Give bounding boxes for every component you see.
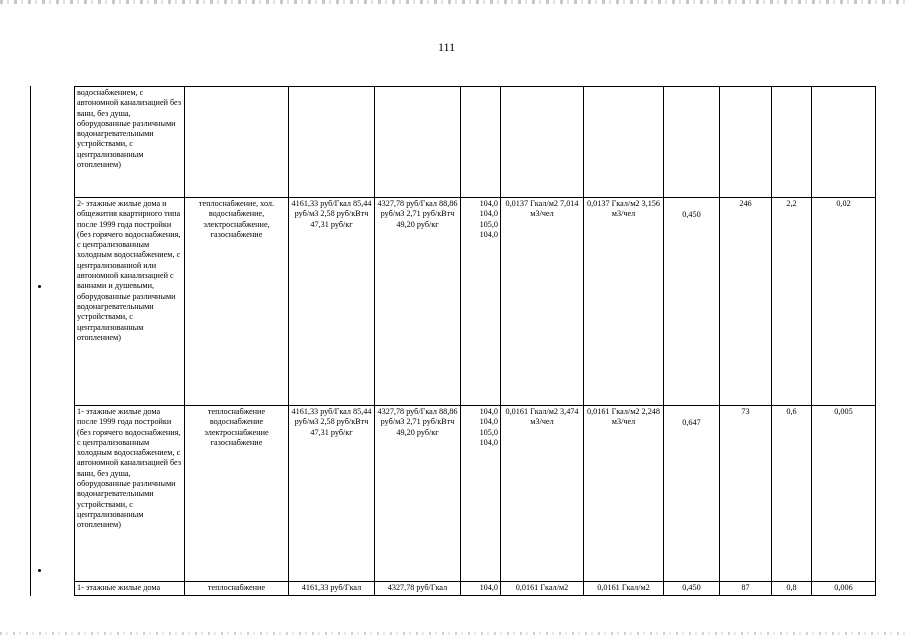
left-margin-rule — [30, 86, 31, 596]
norm-a-cell: 0,0161 Гкал/м2 — [501, 582, 584, 596]
norm-b-cell: 0,0161 Гкал/м2 2,248 м3/чел — [584, 406, 664, 582]
index-cell — [461, 87, 501, 198]
category-cell: 2- этажные жилые дома и общежития квартирного типа после 1999 года постройки (без горячего водоснабжения, с централизованным холодным водоснабжением, с централизованной или автономной канализацией с ваннами и душевыми, оборудованные различными водонагревательными устройствами, с централизованным отоплением) — [75, 198, 185, 406]
table-row — [75, 87, 876, 198]
c11-cell: 0,006 — [812, 582, 876, 596]
tariff-2015-cell: 4327,78 руб/Гкал 88,86 руб/м3 2,71 руб/кВтч 49,20 руб/кг — [375, 198, 461, 406]
services-cell — [185, 87, 289, 198]
services-cell: теплоснабжение водоснабжение электроснабжение газоснабжение — [185, 406, 289, 582]
c9-cell — [720, 87, 772, 198]
c10-cell: 2,2 — [772, 198, 812, 406]
category-cell: водоснабжением, с автономной канализацией без ванн, без душа, оборудованные различными водонагревательными устройствами, с централизованным отоплением) — [75, 87, 185, 198]
norm-a-cell — [501, 87, 584, 198]
scan-top-edge — [0, 0, 905, 4]
scan-speck — [38, 569, 41, 572]
norm-b-cell: 0,0137 Гкал/м2 3,156 м3/чел — [584, 198, 664, 406]
c9-cell: 73 — [720, 406, 772, 582]
coef-cell: 0,450 — [664, 582, 720, 596]
coef-cell: 0,450 — [664, 198, 720, 406]
index-cell: 104,0 — [461, 582, 501, 596]
scan-bottom-edge — [0, 632, 905, 635]
table-row — [75, 406, 876, 582]
norm-b-cell: 0,0161 Гкал/м2 — [584, 582, 664, 596]
tariff-2014-cell: 4161,33 руб/Гкал — [289, 582, 375, 596]
coef-cell: 0,647 — [664, 406, 720, 582]
c11-cell — [812, 87, 876, 198]
norm-a-cell: 0,0161 Гкал/м2 3,474 м3/чел — [501, 406, 584, 582]
tariff-2015-cell — [375, 87, 461, 198]
tariff-2015-cell: 4327,78 руб/Гкал 88,86 руб/м3 2,71 руб/кВтч 49,20 руб/кг — [375, 406, 461, 582]
category-cell: 1- этажные жилые дома после 1999 года постройки (без горячего водоснабжения, с централизованным холодным водоснабжением, с автономной канализацией без ванн, без душа, оборудованные различными водонагревательными устройствами, с централизованным отоплением) — [75, 406, 185, 582]
c11-cell: 0,02 — [812, 198, 876, 406]
services-cell: теплоснабжение — [185, 582, 289, 596]
category-cell: 1- этажные жилые дома — [75, 582, 185, 596]
c9-cell: 246 — [720, 198, 772, 406]
page-number: 111 — [438, 40, 456, 54]
c10-cell: 0,6 — [772, 406, 812, 582]
index-cell: 104,0 104,0 105,0 104,0 — [461, 406, 501, 582]
tariff-table — [74, 86, 876, 596]
c9-cell: 87 — [720, 582, 772, 596]
c11-cell: 0,005 — [812, 406, 876, 582]
c10-cell — [772, 87, 812, 198]
scan-speck — [38, 285, 41, 288]
coef-cell — [664, 87, 720, 198]
tariff-2014-cell: 4161,33 руб/Гкал 85,44 руб/м3 2,58 руб/кВтч 47,31 руб/кг — [289, 406, 375, 582]
tariff-2014-cell — [289, 87, 375, 198]
tariff-2014-cell: 4161,33 руб/Гкал 85,44 руб/м3 2,58 руб/кВтч 47,31 руб/кг — [289, 198, 375, 406]
norm-b-cell — [584, 87, 664, 198]
norm-a-cell: 0,0137 Гкал/м2 7,014 м3/чел — [501, 198, 584, 406]
services-cell: теплоснабжение, хол. водоснабжение, электроснабжение, газоснабжение — [185, 198, 289, 406]
table-row — [75, 582, 876, 596]
c10-cell: 0,8 — [772, 582, 812, 596]
index-cell: 104,0 104,0 105,0 104,0 — [461, 198, 501, 406]
table-row — [75, 198, 876, 406]
tariff-2015-cell: 4327,78 руб/Гкал — [375, 582, 461, 596]
